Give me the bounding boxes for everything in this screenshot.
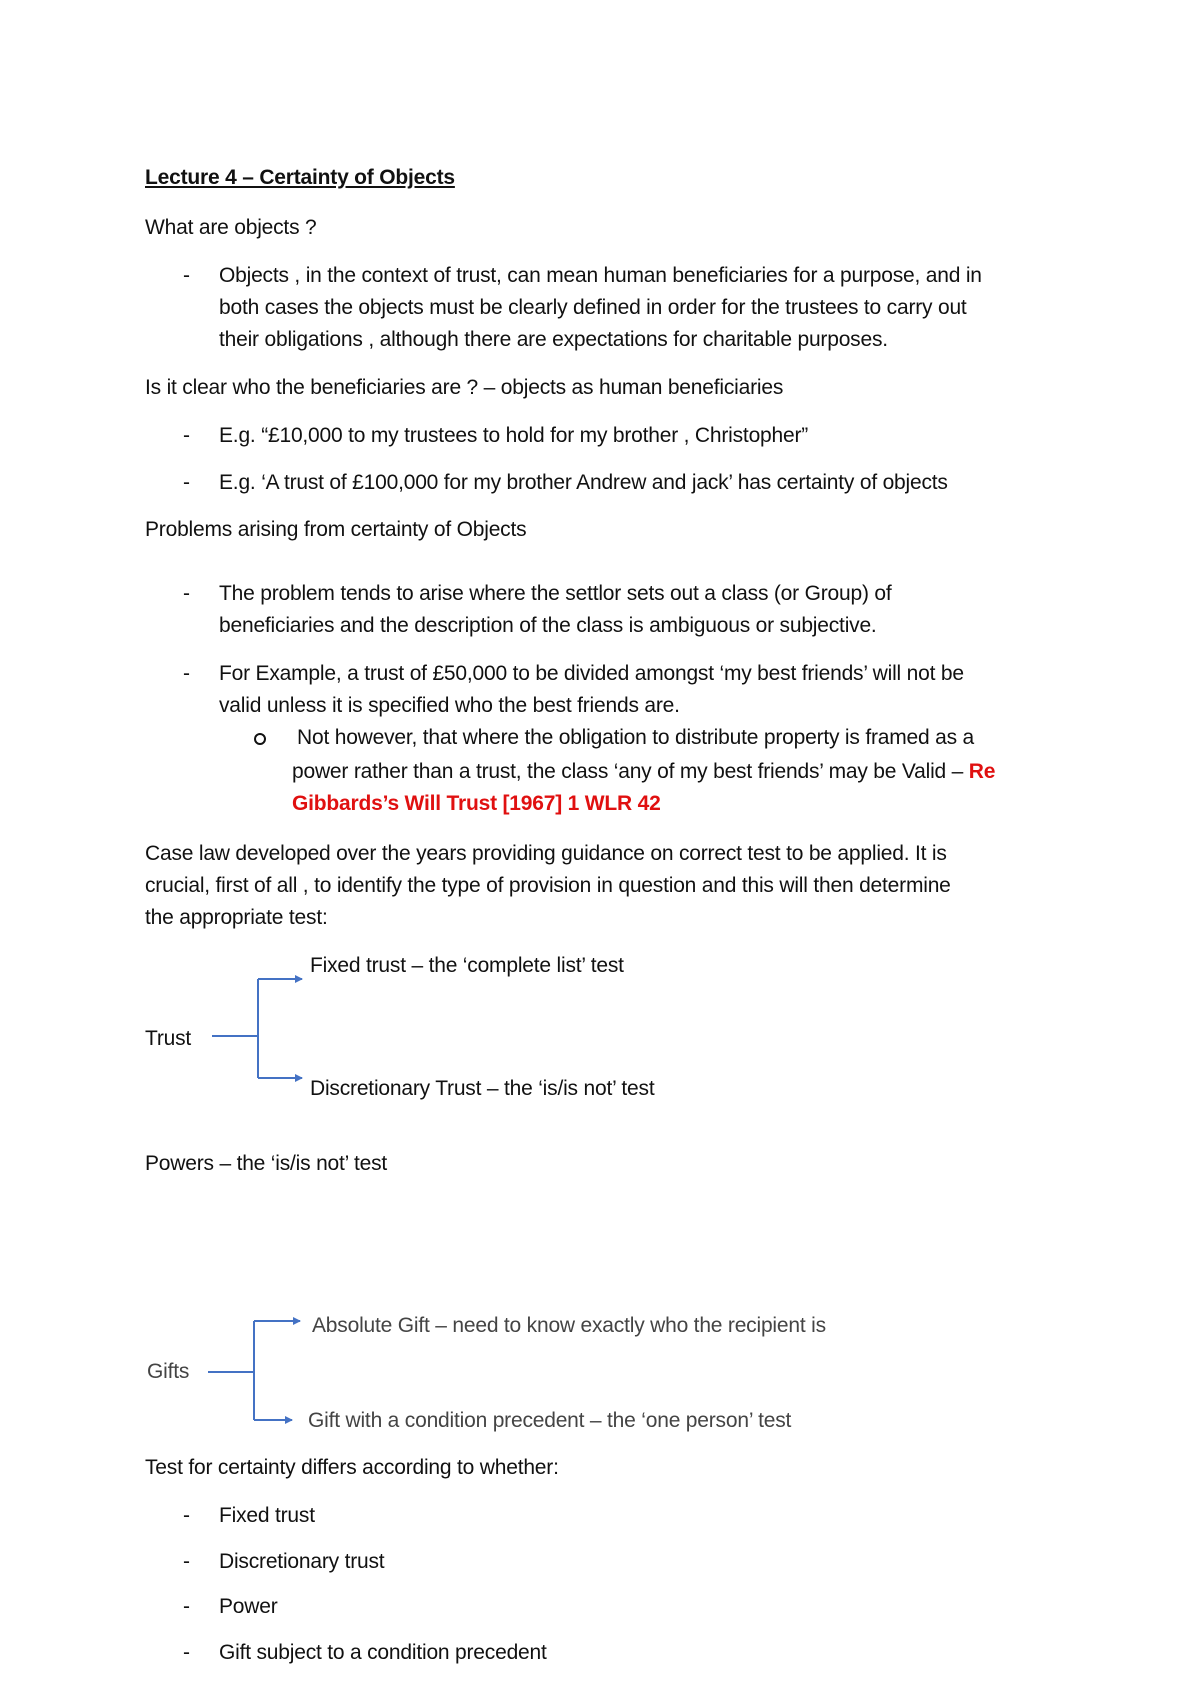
bullet-dash: -	[183, 471, 190, 494]
sub-bullet-circle-icon	[254, 733, 266, 745]
list-item: Power	[219, 1595, 278, 1618]
caselaw-line-1: Case law developed over the years providing guidance on correct test to be applied. It is	[145, 842, 947, 865]
problem-2-line-1: For Example, a trust of £50,000 to be divided amongst ‘my best friends’ will not be	[219, 662, 964, 685]
bullet-dash: -	[183, 264, 190, 287]
problem-1-line-1: The problem tends to arise where the settlor sets out a class (or Group) of	[219, 582, 892, 605]
test-heading: Test for certainty differs according to whether:	[145, 1456, 559, 1479]
bullet-dash: -	[183, 1504, 190, 1527]
list-item: Discretionary trust	[219, 1550, 385, 1573]
case-citation: Gibbards’s Will Trust [1967] 1 WLR 42	[292, 792, 661, 815]
list-item: Gift subject to a condition precedent	[219, 1641, 547, 1664]
question-what-are-objects: What are objects ?	[145, 216, 317, 239]
example-2: E.g. ‘A trust of £100,000 for my brother Andrew and jack’ has certainty of objects	[219, 471, 948, 494]
gifts-connector	[208, 1321, 300, 1420]
objects-line-3: their obligations , although there are expectations for charitable purposes.	[219, 328, 888, 351]
caselaw-line-3: the appropriate test:	[145, 906, 328, 929]
problems-heading: Problems arising from certainty of Objects	[145, 518, 527, 541]
bullet-dash: -	[183, 1550, 190, 1573]
gifts-diagram-root: Gifts	[147, 1360, 190, 1383]
case-re: Re	[968, 760, 996, 783]
trust-branch-fixed: Fixed trust – the ‘complete list’ test	[310, 954, 624, 977]
sub-point-line-2	[292, 756, 995, 788]
objects-line-2: both cases the objects must be clearly defined in order for the trustees to carry out	[219, 296, 967, 319]
question-beneficiaries: Is it clear who the beneficiaries are ? – objects as human beneficiaries	[145, 376, 784, 399]
trust-connector	[212, 979, 302, 1078]
bullet-dash: -	[183, 1595, 190, 1618]
sub-point-text: power rather than a trust, the class ‘any of my best friends’ may be Valid –	[292, 760, 964, 783]
powers-line: Powers – the ‘is/is not’ test	[145, 1152, 388, 1175]
bullet-dash: -	[183, 424, 190, 447]
caselaw-line-2: crucial, first of all , to identify the type of provision in question and this will then determine	[145, 874, 951, 897]
list-item: Fixed trust	[219, 1504, 315, 1527]
page-title: Lecture 4 – Certainty of Objects	[145, 166, 455, 189]
bullet-dash: -	[183, 582, 190, 605]
gifts-branch-absolute: Absolute Gift – need to know exactly who the recipient is	[312, 1314, 826, 1337]
example-1: E.g. “£10,000 to my trustees to hold for my brother , Christopher”	[219, 424, 809, 447]
gifts-branch-condition: Gift with a condition precedent – the ‘one person’ test	[308, 1409, 792, 1432]
problem-2-line-2: valid unless it is specified who the best friends are.	[219, 694, 680, 717]
trust-diagram-root: Trust	[145, 1027, 192, 1050]
bullet-dash: -	[183, 1641, 190, 1664]
trust-branch-discretionary: Discretionary Trust – the ‘is/is not’ test	[310, 1077, 655, 1100]
objects-line-1: Objects , in the context of trust, can mean human beneficiaries for a purpose, and in	[219, 264, 982, 287]
problem-1-line-2: beneficiaries and the description of the class is ambiguous or subjective.	[219, 614, 877, 637]
bullet-dash: -	[183, 662, 190, 685]
sub-point-line-1: Not however, that where the obligation to distribute property is framed as a	[297, 726, 975, 749]
